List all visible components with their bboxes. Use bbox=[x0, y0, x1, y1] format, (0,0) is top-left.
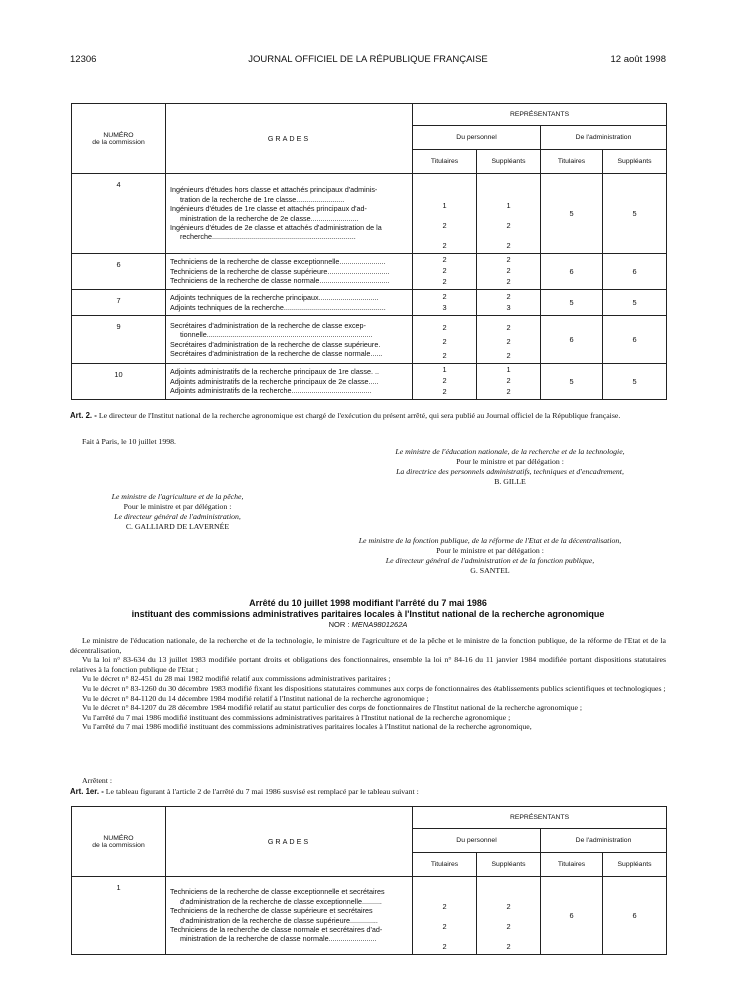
page-header bbox=[70, 54, 666, 68]
suppleants-header: Suppléants bbox=[477, 853, 541, 877]
admin-tit-cell: 5 bbox=[541, 290, 603, 316]
admin-sup-cell: 5 bbox=[603, 174, 667, 254]
arrete-title-line2: instituant des commissions administratives paritaires locales à l'Institut national de la recherche agronomique bbox=[131, 608, 605, 619]
admin-tit-cell: 6 bbox=[541, 316, 603, 364]
commission-number: 6 bbox=[72, 254, 166, 290]
suppleants-cell bbox=[477, 877, 541, 955]
suppleants-value: 1 bbox=[506, 365, 511, 374]
grade-line: Techniciens de la recherche de classe exceptionnelle et secrétaires bbox=[170, 887, 385, 897]
titulaires-value: 2 bbox=[442, 255, 447, 264]
titulaires-cell bbox=[413, 877, 477, 955]
journal-title: JOURNAL OFFICIEL DE LA RÉPUBLIQUE FRANÇAISE bbox=[248, 54, 488, 65]
grades-cell bbox=[166, 254, 413, 290]
visas-block bbox=[70, 636, 666, 732]
titulaires-value: 2 bbox=[442, 277, 447, 286]
grades-cell bbox=[166, 290, 413, 316]
table-row bbox=[72, 290, 667, 316]
commission-table-1 bbox=[71, 103, 667, 400]
visa-paragraph: Le ministre de l'éducation nationale, de la recherche et de la technologie, le ministre de l'agriculture et de la pêche et le ministre de la fonction publique, de la réforme de l'Etat et de la décentralisation, bbox=[70, 636, 666, 655]
table-row bbox=[72, 877, 667, 955]
titulaires-cell bbox=[413, 316, 477, 364]
titulaires-value: 2 bbox=[442, 292, 447, 301]
suppleants-value: 2 bbox=[506, 277, 511, 286]
titulaires-value: 2 bbox=[442, 942, 447, 951]
admin-tit-cell: 5 bbox=[541, 174, 603, 254]
grade-line: ministration de la recherche de 2e classe........................ bbox=[180, 213, 359, 223]
grades-header: GRADES bbox=[166, 807, 413, 877]
suppleants-value: 2 bbox=[506, 292, 511, 301]
grade-line: ministration de la recherche de classe normale........................ bbox=[180, 934, 377, 944]
admin-tit-cell: 5 bbox=[541, 364, 603, 400]
suppleants-cell bbox=[477, 254, 541, 290]
visa-paragraph: Vu la loi n° 83-634 du 13 juillet 1983 modifiée portant droits et obligations des fonctionnaires, ensemble la loi n° 84-16 du 11 janvier 1984 modifiée portant dispositions statutaires relatives à la fonction publique de l'Etat ; bbox=[70, 655, 666, 674]
nor-reference: NOR : MENA9801262A bbox=[328, 620, 408, 629]
grade-line: Adjoints administratifs de la recherche principaux de 1re classe. .. bbox=[170, 367, 379, 377]
commission-number: 4 bbox=[72, 174, 166, 254]
grade-line: Adjoints techniques de la recherche................................................... bbox=[170, 302, 386, 312]
grade-line: Secrétaires d'administration de la recherche de classe excep- bbox=[170, 320, 366, 330]
table-row bbox=[72, 316, 667, 364]
grade-line: Techniciens de la recherche de classe normale................................... bbox=[170, 276, 390, 286]
visa-paragraph: Vu le décret n° 84-1120 du 14 décembre 1984 modifié relatif à l'Institut national de la recherche agronomique ; bbox=[82, 693, 429, 703]
grade-line: Techniciens de la recherche de classe supérieure et secrétaires bbox=[170, 906, 373, 916]
suppleants-value: 2 bbox=[506, 351, 511, 360]
titulaires-value: 2 bbox=[442, 241, 447, 250]
numero-header: NUMÉRO de la commission bbox=[72, 807, 166, 877]
arrete-title-line1: Arrêté du 10 juillet 1998 modifiant l'arrêté du 7 mai 1986 bbox=[249, 598, 487, 608]
commission-number: 9 bbox=[72, 316, 166, 364]
suppleants-header: Suppléants bbox=[477, 150, 541, 174]
titulaires-cell bbox=[413, 174, 477, 254]
administration-header: De l'administration bbox=[541, 829, 667, 853]
numero-header: NUMÉRO de la commission bbox=[72, 104, 166, 174]
admin-titulaires-header: Titulaires bbox=[541, 150, 603, 174]
fait-a-paris: Fait à Paris, le 10 juillet 1998. bbox=[82, 437, 176, 446]
suppleants-value: 3 bbox=[506, 303, 511, 312]
titulaires-value: 2 bbox=[442, 387, 447, 396]
grades-cell bbox=[166, 364, 413, 400]
titulaires-value: 1 bbox=[442, 365, 447, 374]
suppleants-value: 2 bbox=[506, 241, 511, 250]
signature-agriculture: Le ministre de l'agriculture et de la pêche, Pour le ministre et par délégation : Le directeur général de l'administration, C. GALLIARD DE LAVERNÉE bbox=[111, 492, 244, 531]
titulaires-value: 2 bbox=[442, 922, 447, 931]
page-number: 12306 bbox=[70, 54, 97, 65]
grade-line: Adjoints administratifs de la recherche........................................ bbox=[170, 386, 372, 396]
grade-line: d'administration de la recherche de classe exceptionnelle.......... bbox=[180, 896, 382, 906]
commission-table-2 bbox=[71, 806, 667, 955]
suppleants-value: 2 bbox=[506, 221, 511, 230]
titulaires-cell bbox=[413, 364, 477, 400]
suppleants-cell bbox=[477, 316, 541, 364]
admin-sup-cell: 5 bbox=[603, 290, 667, 316]
visa-paragraph: Vu le décret n° 83-1260 du 30 décembre 1983 modifié fixant les dispositions statutaires communes aux corps de fonctionnaires des établissements publics scientifiques et technologiques ; bbox=[82, 683, 666, 693]
grade-line: tration de la recherche de 1re classe........................ bbox=[180, 194, 345, 204]
titulaires-value: 2 bbox=[442, 351, 447, 360]
admin-suppleants-header: Suppléants bbox=[603, 853, 667, 877]
article-2-label: Art. 2. - bbox=[70, 411, 97, 420]
signature-education: Le ministre de l'éducation nationale, de la recherche et de la technologie, Pour le ministre et par délégation : La directrice des personnels administratifs, techniques et d'encadrement, B. GILLE bbox=[395, 447, 625, 486]
titulaires-value: 2 bbox=[442, 323, 447, 332]
admin-tit-cell: 6 bbox=[541, 877, 603, 955]
grade-line: Techniciens de la recherche de classe supérieure............................... bbox=[170, 266, 390, 276]
titulaires-value: 2 bbox=[442, 221, 447, 230]
grades-cell bbox=[166, 174, 413, 254]
grade-line: Ingénieurs d'études hors classe et attachés principaux d'adminis- bbox=[170, 185, 378, 195]
representants-header: REPRÉSENTANTS bbox=[413, 104, 667, 126]
article-1-label: Art. 1er. - bbox=[70, 787, 104, 796]
admin-suppleants-header: Suppléants bbox=[603, 150, 667, 174]
visa-paragraph: Vu l'arrêté du 7 mai 1986 modifié instituant des commissions administratives paritaires à l'Institut national de la recherche agronomique ; bbox=[82, 712, 511, 722]
commission-number: 7 bbox=[72, 290, 166, 316]
titulaires-value: 3 bbox=[442, 303, 447, 312]
admin-sup-cell: 6 bbox=[603, 316, 667, 364]
table-row bbox=[72, 364, 667, 400]
suppleants-value: 2 bbox=[506, 266, 511, 275]
grade-line: tionnelle................................................................................... bbox=[180, 330, 373, 340]
arretent: Arrêtent : bbox=[82, 776, 113, 785]
admin-sup-cell: 6 bbox=[603, 254, 667, 290]
admin-titulaires-header: Titulaires bbox=[541, 853, 603, 877]
admin-sup-cell: 6 bbox=[603, 877, 667, 955]
grades-header: GRADES bbox=[166, 104, 413, 174]
titulaires-value: 2 bbox=[442, 266, 447, 275]
grades-cell bbox=[166, 316, 413, 364]
grade-line: Techniciens de la recherche de classe exceptionnelle....................... bbox=[170, 257, 386, 267]
grade-line: Adjoints administratifs de la recherche principaux de 2e classe..... bbox=[170, 376, 379, 386]
suppleants-cell bbox=[477, 174, 541, 254]
visa-paragraph: Vu l'arrêté du 7 mai 1986 modifié instituant des commissions administratives paritaires locales à l'Institut national de la recherche agronomique, bbox=[82, 722, 532, 732]
grade-line: d'administration de la recherche de classe supérieure.............. bbox=[180, 915, 378, 925]
issue-date: 12 août 1998 bbox=[610, 54, 666, 65]
titulaires-value: 2 bbox=[442, 337, 447, 346]
article-2-text: Le directeur de l'Institut national de la recherche agronomique est chargé de l'exécution du présent arrêté, qui sera publié au Journal officiel de la République française. bbox=[98, 411, 621, 420]
suppleants-value: 2 bbox=[506, 255, 511, 264]
suppleants-value: 2 bbox=[506, 387, 511, 396]
signature-fonction-publique: Le ministre de la fonction publique, de la réforme de l'Etat et de la décentralisation, Pour le ministre et par délégation : Le directeur général de l'administration et de la fonction publique, G. SANTEL bbox=[358, 536, 622, 575]
suppleants-value: 2 bbox=[506, 337, 511, 346]
grades-cell bbox=[166, 877, 413, 955]
administration-header: De l'administration bbox=[541, 126, 667, 150]
suppleants-cell bbox=[477, 364, 541, 400]
table-row bbox=[72, 174, 667, 254]
representants-header: REPRÉSENTANTS bbox=[413, 807, 667, 829]
titulaires-value: 2 bbox=[442, 376, 447, 385]
visa-paragraph: Vu le décret n° 82-451 du 28 mai 1982 modifié relatif aux commissions administratives paritaires ; bbox=[82, 674, 391, 684]
grade-line: Adjoints techniques de la recherche principaux.............................. bbox=[170, 293, 379, 303]
grade-line: Secrétaires d'administration de la recherche de classe normale...... bbox=[170, 348, 383, 358]
du-personnel-header: Du personnel bbox=[413, 126, 541, 150]
grade-line: recherche........................................................................ bbox=[180, 232, 356, 242]
grade-line: Techniciens de la recherche de classe normale et secrétaires d'ad- bbox=[170, 924, 383, 934]
titulaires-value: 2 bbox=[442, 902, 447, 911]
titulaires-cell bbox=[413, 254, 477, 290]
visa-paragraph: Vu le décret n° 84-1207 du 28 décembre 1984 modifié relatif au statut particulier des corps de fonctionnaires de l'Institut national de la recherche agronomique ; bbox=[82, 703, 583, 713]
titulaires-header: Titulaires bbox=[413, 853, 477, 877]
du-personnel-header: Du personnel bbox=[413, 829, 541, 853]
commission-number: 1 bbox=[72, 877, 166, 955]
suppleants-value: 2 bbox=[506, 942, 511, 951]
arrete-title bbox=[70, 598, 666, 631]
suppleants-value: 2 bbox=[506, 323, 511, 332]
article-1 bbox=[70, 787, 666, 797]
titulaires-cell bbox=[413, 290, 477, 316]
suppleants-value: 2 bbox=[506, 902, 511, 911]
titulaires-header: Titulaires bbox=[413, 150, 477, 174]
suppleants-value: 2 bbox=[506, 922, 511, 931]
commission-number: 10 bbox=[72, 364, 166, 400]
grade-line: Secrétaires d'administration de la recherche de classe supérieure. bbox=[170, 339, 381, 349]
suppleants-value: 1 bbox=[506, 201, 511, 210]
titulaires-value: 1 bbox=[442, 201, 447, 210]
admin-sup-cell: 5 bbox=[603, 364, 667, 400]
suppleants-cell bbox=[477, 290, 541, 316]
article-1-text: Le tableau figurant à l'article 2 de l'arrêté du 7 mai 1986 susvisé est remplacé par le tableau suivant : bbox=[105, 787, 419, 796]
table-row bbox=[72, 254, 667, 290]
grade-line: Ingénieurs d'études de 1re classe et attachés principaux d'ad- bbox=[170, 204, 367, 214]
article-2 bbox=[70, 411, 666, 421]
suppleants-value: 2 bbox=[506, 376, 511, 385]
admin-tit-cell: 6 bbox=[541, 254, 603, 290]
grade-line: Ingénieurs d'études de 2e classe et attachés d'administration de la bbox=[170, 222, 382, 232]
